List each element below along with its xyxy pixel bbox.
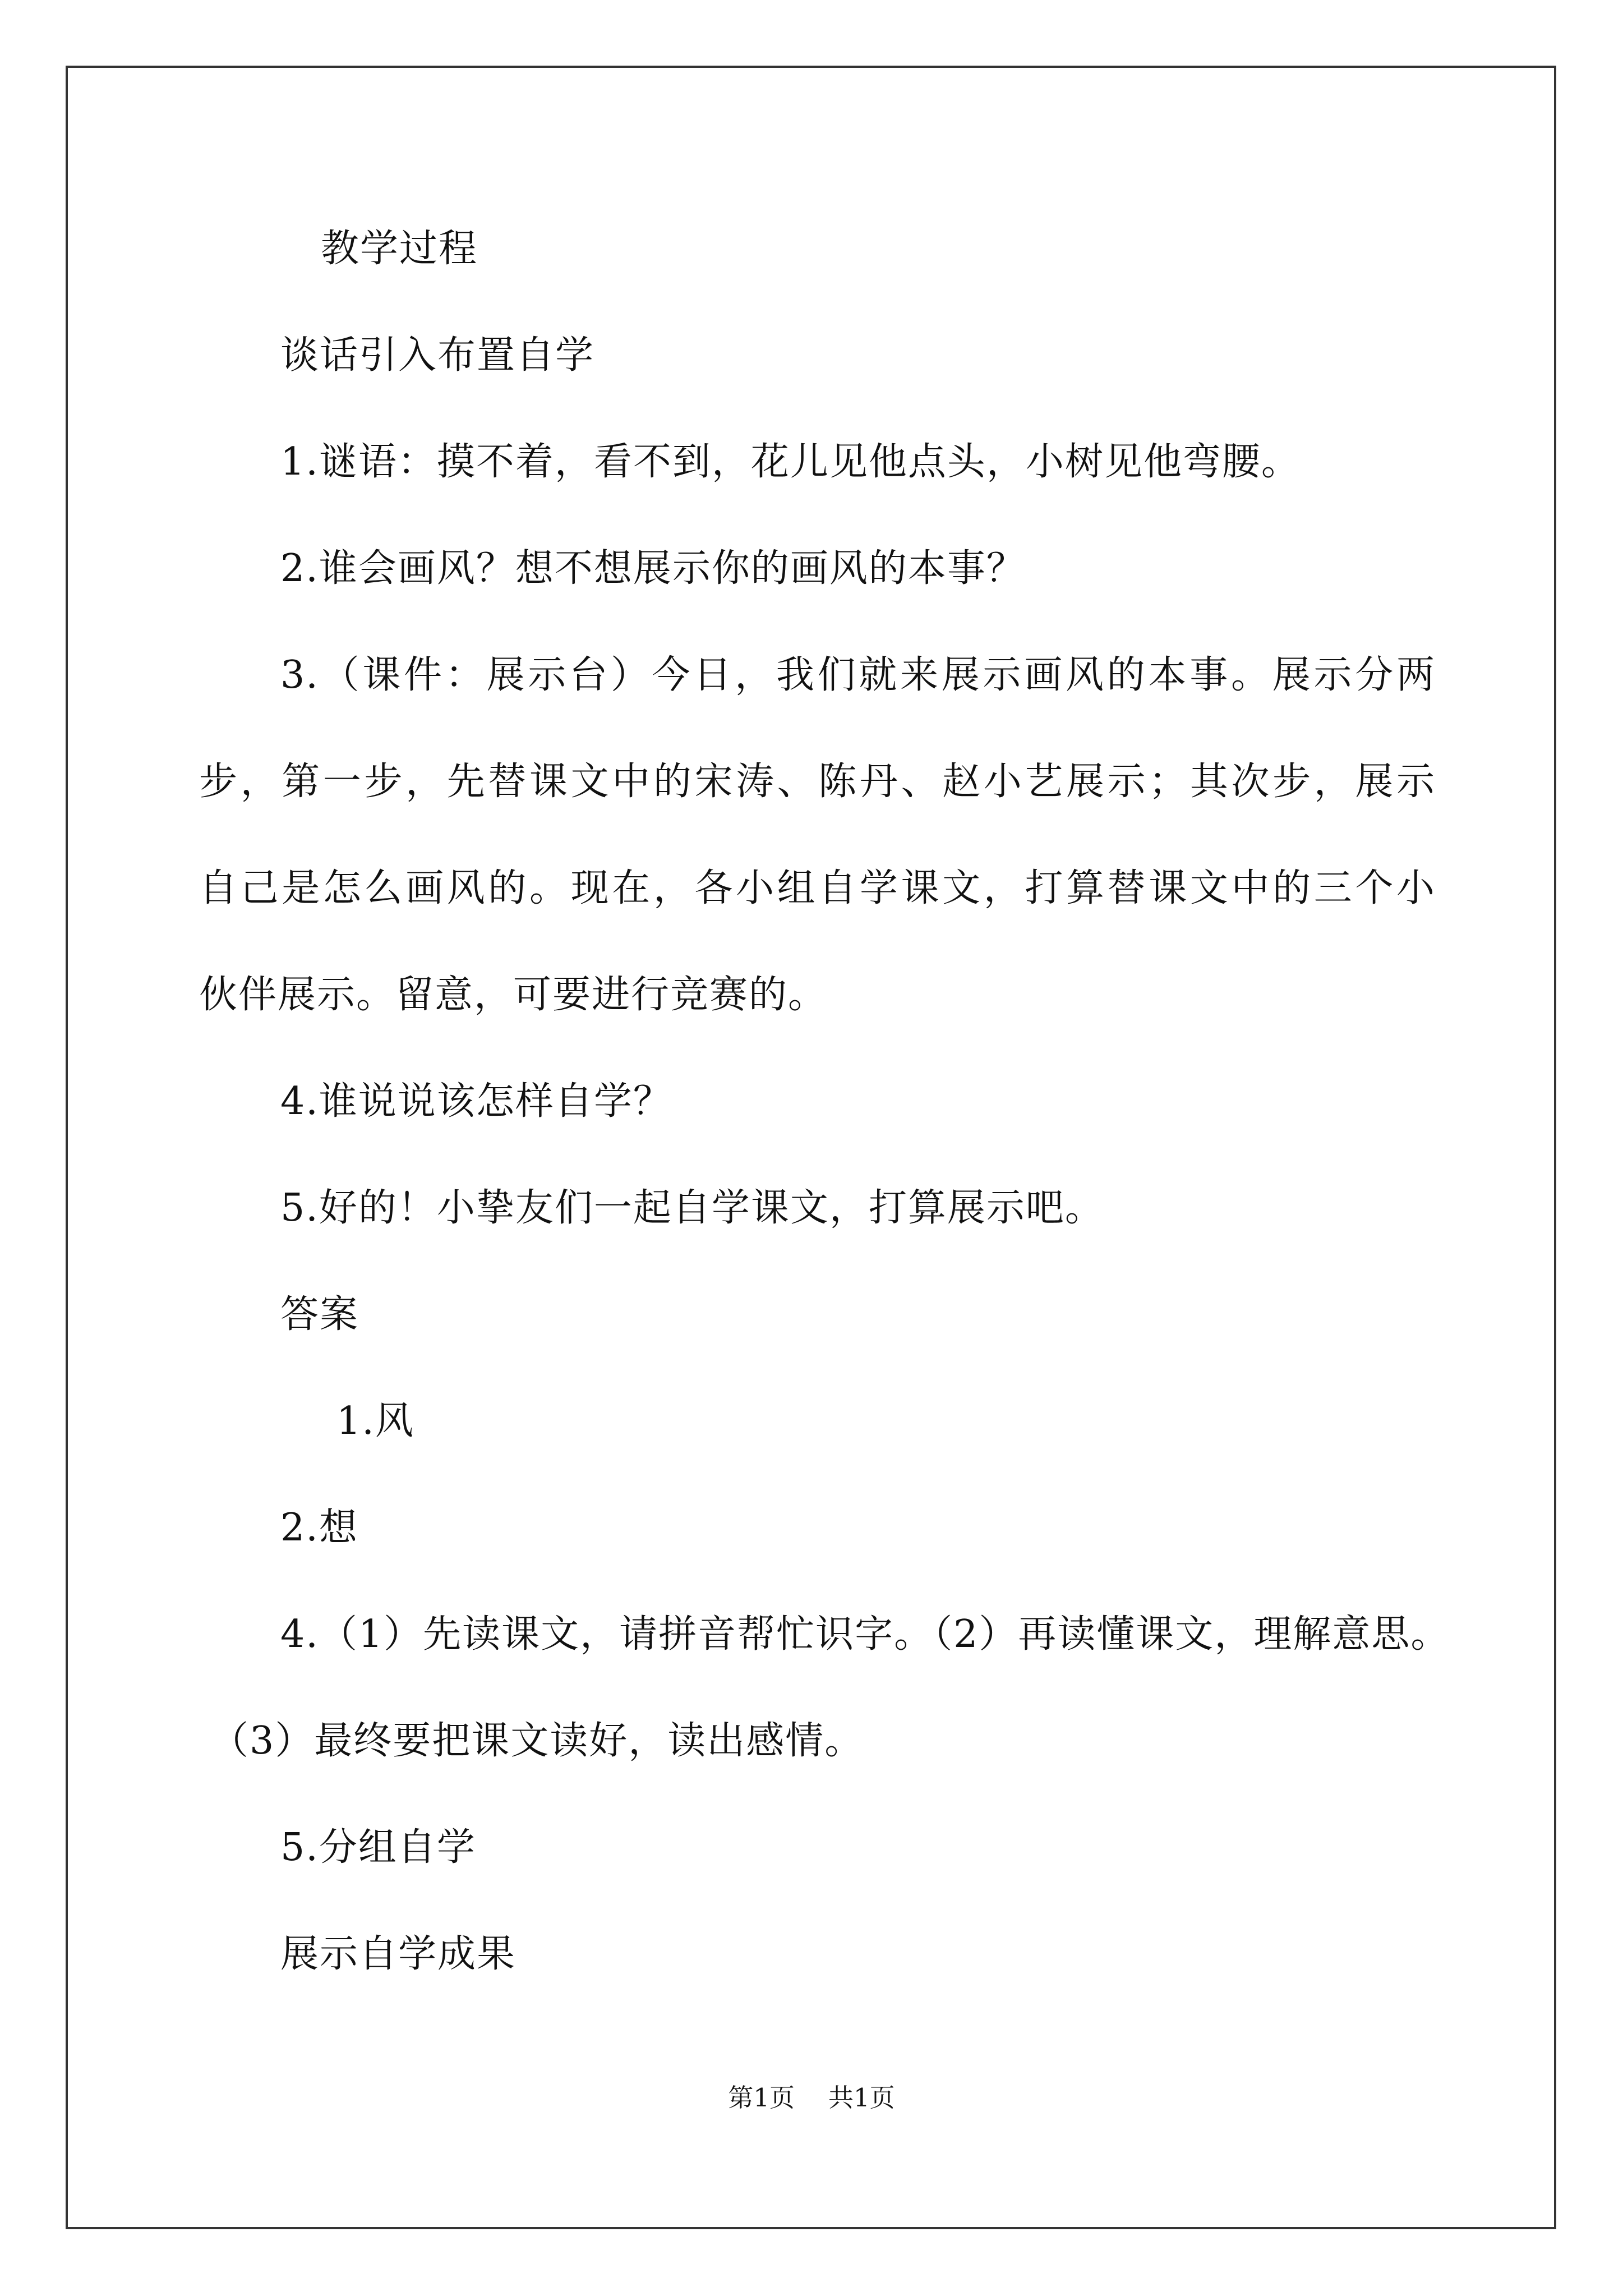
section-heading: 展示自学成果 [280,1932,517,1976]
answer-line: 1.风 [336,1399,414,1443]
section-heading: 教学过程 [321,227,478,271]
paragraph-line: 1.谜语：摸不着，看不到，花儿见他点头，小树见他弯腰。 [280,440,1301,484]
page-total: 共1页 [828,2083,895,2113]
answer-heading: 答案 [280,1292,359,1337]
answer-line: （3）最终要把课文读好，读出感情。 [210,1719,864,1763]
page-number: 第1页 [728,2083,795,2113]
paragraph-line: 5.好的！小挚友们一起自学课文，打算展示吧。 [280,1186,1104,1230]
page-footer [0,2083,1623,2113]
subheading: 谈话引入布置自学 [280,333,595,378]
answer-line: 4.（1）先读课文，请拼音帮忙识字。（2）再读懂课文，理解意思。 [280,1612,1450,1657]
paragraph-line: 自己是怎么画风的。现在，各小组自学课文，打算替课文中的三个小 [199,866,1436,910]
page-border [66,66,1556,2229]
paragraph-line: 伙伴展示。留意，可要进行竞赛的。 [199,973,828,1017]
answer-line: 2.想 [280,1506,358,1550]
paragraph-line: 3.（课件：展示台）今日，我们就来展示画风的本事。展示分两 [280,653,1436,697]
paragraph-line: 2.谁会画风？想不想展示你的画风的本事？ [280,546,1026,591]
paragraph-line: 4.谁说说该怎样自学？ [280,1079,672,1124]
paragraph-line: 步，第一步，先替课文中的宋涛、陈丹、赵小艺展示；其次步，展示 [199,760,1436,804]
answer-line: 5.分组自学 [280,1825,476,1870]
